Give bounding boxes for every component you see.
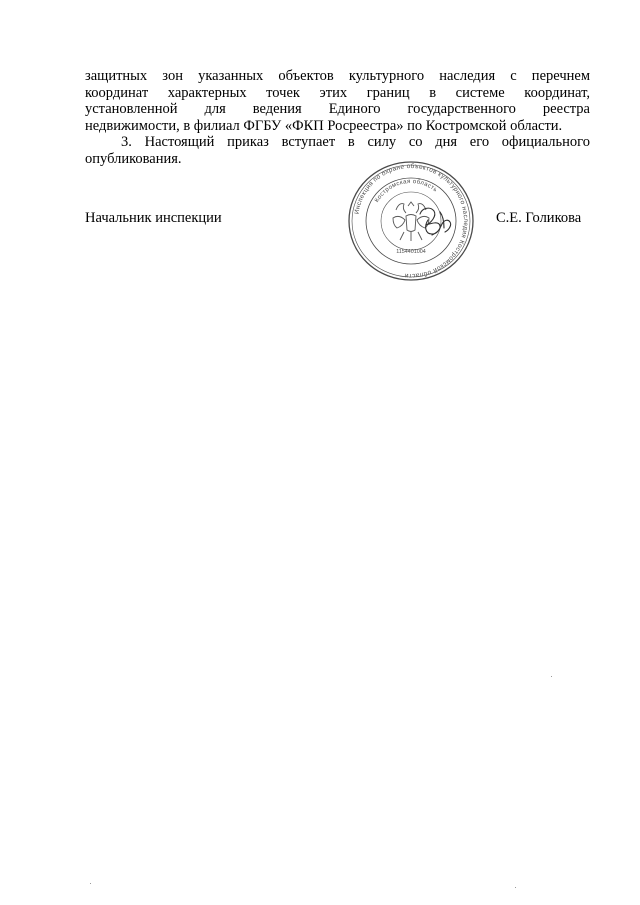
handwritten-signature <box>420 208 451 235</box>
signatory-position: Начальник инспекции <box>85 210 222 226</box>
scan-speck <box>515 887 516 888</box>
document-body <box>85 68 590 167</box>
official-seal-stamp <box>346 160 476 282</box>
text-line: 3. Настоящий приказ вступает в силу со дня его официального <box>121 134 590 150</box>
paragraph-effective-date <box>85 134 590 167</box>
paragraph-protective-zones <box>85 68 590 134</box>
text-line: опубликования. <box>85 150 182 167</box>
text-line: установленной для ведения Единого государственного реестра <box>85 101 590 117</box>
seal-inner-text: Костромская область <box>374 178 439 204</box>
scan-speck <box>551 676 552 677</box>
seal-outer-text: Инспекция по охране объектов культурного наследия Костромской области <box>353 162 470 280</box>
text-line: защитных зон указанных объектов культурного наследия с перечнем <box>85 68 590 84</box>
text-line: координат характерных точек этих границ в системе координат, <box>85 84 590 101</box>
text-line: недвижимости, в филиал ФГБУ «ФКП Росреестра» по Костромской области. <box>85 117 563 134</box>
double-headed-eagle-icon <box>393 202 429 241</box>
seal-ogrn: 1154401004 <box>396 249 426 255</box>
scan-speck <box>90 883 91 884</box>
signatory-name: С.Е. Голикова <box>496 210 582 226</box>
